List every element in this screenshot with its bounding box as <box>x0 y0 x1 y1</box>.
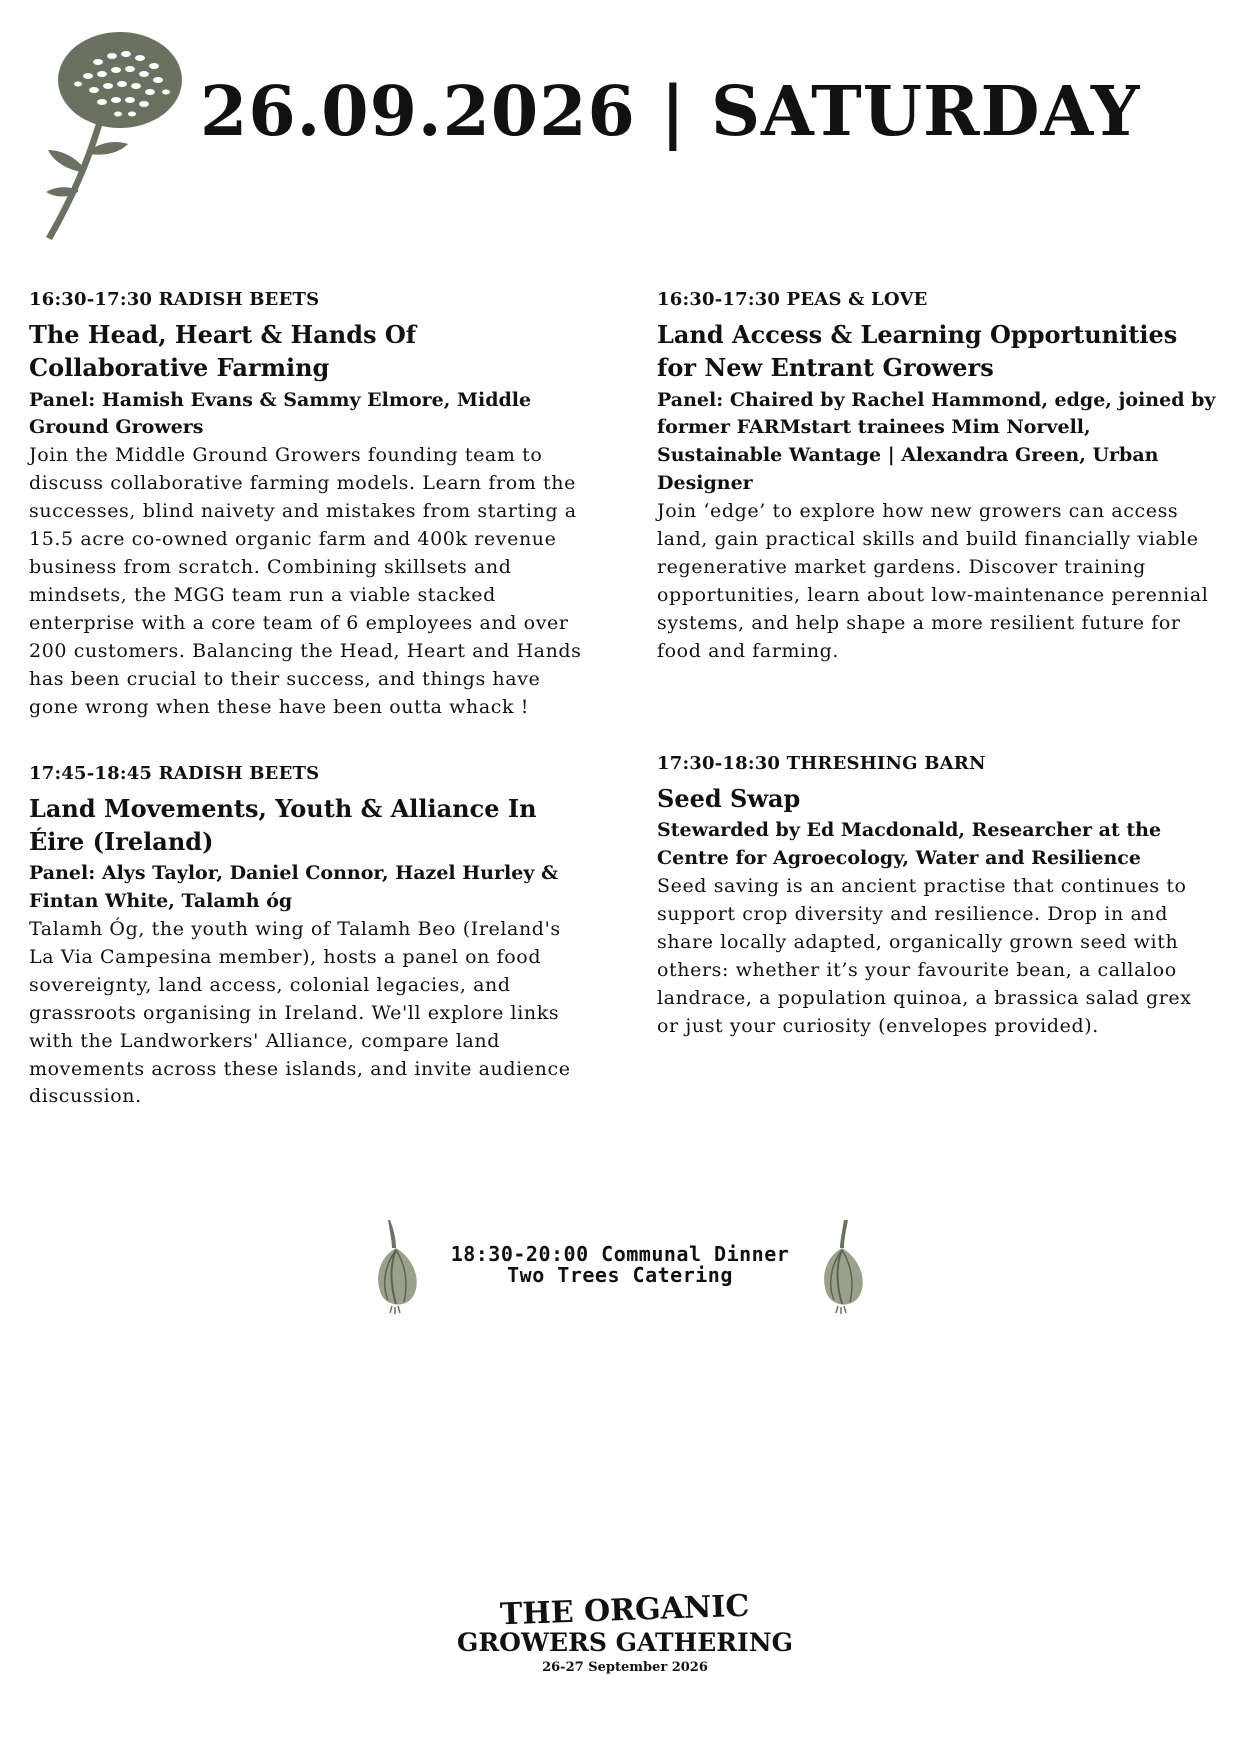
dinner-caterer: Two Trees Catering <box>507 1263 733 1287</box>
session-description: Seed saving is an ancient practise that continues to support crop diversity and resilience. Drop in and share locally adapted, organically grown seed with others: whether it’s your favourite bean, a callaloo landrace, a population quinoa, a brassica salad grex or just your curiosity (envelopes provided). <box>657 874 1192 1037</box>
session-panel: Panel: Hamish Evans & Sammy Elmore, Middle Ground Growers <box>29 388 532 439</box>
session-description: Join ‘edge’ to explore how new growers can access land, gain practical skills and build financially viable regenerative market gardens. Discover training opportunities, learn about low-maintenance perennial systems, and help shape a more resilient future for food and farming. <box>657 500 1209 662</box>
session-time-location: 16:30-17:30 RADISH BEETS <box>29 289 320 310</box>
logo-line-2: GROWERS GATHERING <box>457 1628 793 1657</box>
session-panel: Panel: Alys Taylor, Daniel Connor, Hazel Hurley & Fintan White, Talamh óg <box>29 862 559 913</box>
session-title: Land Access & Learning Opportunities for New Entrant Growers <box>657 320 1178 383</box>
session-item <box>657 288 1217 666</box>
session-panel: Stewarded by Ed Macdonald, Researcher at the Centre for Agroecology, Water and Resilience <box>657 819 1162 870</box>
logo-line-3: 26-27 September 2026 <box>542 1660 708 1675</box>
logo-line-1: THE ORGANIC <box>499 1588 750 1633</box>
dinner-time-title: 18:30-20:00 Communal Dinner <box>450 1242 790 1266</box>
session-description: Talamh Óg, the youth wing of Talamh Beo (Ireland's La Via Campesina member), hosts a panel on food sovereignty, land access, colonial legacies, and grassroots organising in Ireland. We'll explore links with the Landworkers' Alliance, compare land movements across these islands, and invite audience discussion. <box>29 917 571 1108</box>
onion-icon <box>370 1218 430 1314</box>
session-time-location: 16:30-17:30 PEAS & LOVE <box>657 289 928 310</box>
session-item <box>29 762 589 1112</box>
session-item <box>29 288 589 722</box>
session-time-location: 17:30-18:30 THRESHING BARN <box>657 752 986 774</box>
left-column <box>29 288 589 1151</box>
right-column <box>657 288 1217 1081</box>
session-title: The Head, Heart & Hands Of Collaborative Farming <box>29 320 417 383</box>
session-title: Land Movements, Youth & Alliance In Éire (Ireland) <box>29 793 537 856</box>
flower-illustration-icon <box>38 22 188 247</box>
session-panel: Panel: Chaired by Rachel Hammond, edge, joined by former FARMstart trainees Mim Norvell, Sustainable Wantage | Alexandra Green, Urban Designer <box>657 388 1216 495</box>
page-title: 26.09.2026 | SATURDAY <box>200 72 1141 152</box>
session-item <box>657 752 1217 1041</box>
event-logo <box>455 1585 795 1685</box>
dinner-text <box>440 1244 800 1286</box>
session-description: Join the Middle Ground Growers founding team to discuss collaborative farming models. Learn from the successes, blind naivety and mistakes from starting a 15.5 acre co-owned organic farm and 400k revenue business from scratch. Combining skillsets and mindsets, the MGG team run a viable stacked enterprise with a core team of 6 employees and over 200 customers. Balancing the Head, Heart and Hands has been crucial to their success, and things have gone wrong when these have been outta whack ! <box>29 444 582 718</box>
session-title: Seed Swap <box>657 784 801 814</box>
onion-icon <box>810 1218 870 1314</box>
dinner-block <box>370 1210 870 1320</box>
session-time-location: 17:45-18:45 RADISH BEETS <box>29 762 320 784</box>
